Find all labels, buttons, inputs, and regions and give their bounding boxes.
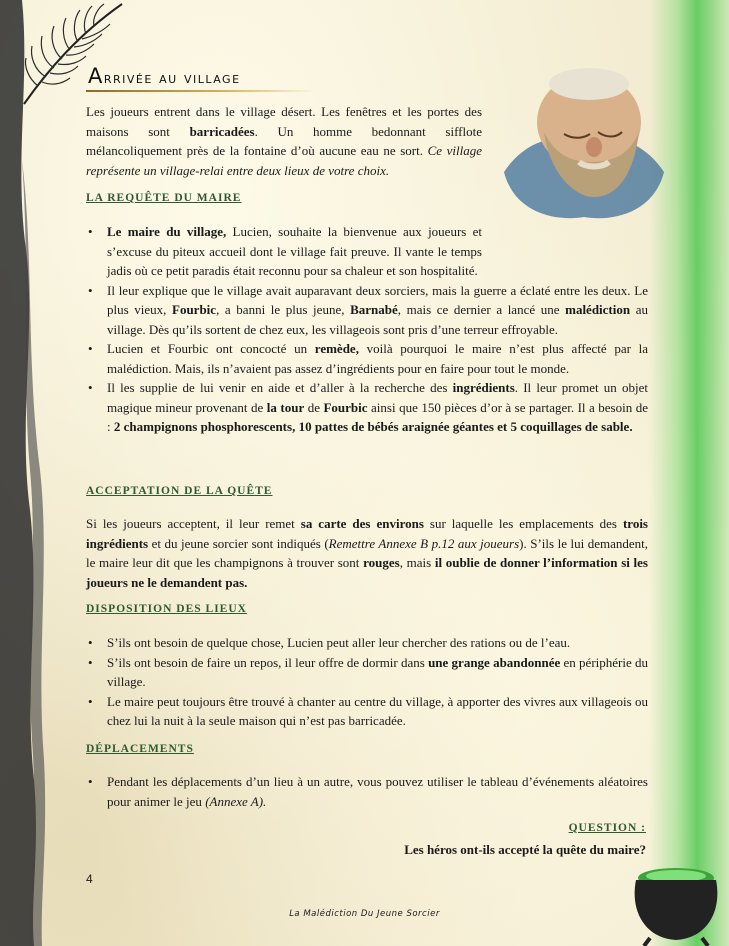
intro-italic: Ce village représente un village-relai entre deux lieux de votre choix.: [86, 143, 482, 178]
deplacements-list: [86, 772, 648, 811]
question-heading: QUESTION :: [568, 822, 646, 834]
list-item: • Il les supplie de lui venir en aide et d’aller à la recherche des ingrédients. Il leur promet un objet magique mineur provenant de la tour de Fourbic ainsi que 150 pièces d’or à se partager. Il a besoin de : 2 champignons phosphorescents, 10 pattes de bébés araignée géantes et 5 coquillages de sable.: [86, 378, 648, 437]
heading-requete: LA REQUÊTE DU MAIRE: [86, 192, 242, 204]
disposition-list: [86, 633, 648, 731]
list-item: • S’ils ont besoin de faire un repos, il leur offre de dormir dans une grange abandonnée en périphérie du village.: [86, 653, 648, 692]
list-item: • S’ils ont besoin de quelque chose, Lucien peut aller leur chercher des rations ou de l’eau.: [86, 633, 648, 653]
intro-bold: barricadées: [189, 123, 255, 139]
mayor-portrait: [494, 62, 669, 222]
quill-feather-icon: [18, 0, 128, 110]
page-title: Arrivée au village: [88, 64, 241, 88]
intro-paragraph: [86, 102, 482, 180]
list-item: • Pendant les déplacements d’un lieu à un autre, vous pouvez utiliser le tableau d’événements aléatoires pour animer le jeu (Annexe A).: [86, 772, 648, 811]
cauldron-icon: [626, 850, 726, 946]
list-item: • Le maire du village, Lucien, souhaite la bienvenue aux joueurs et s’excuse du piteux accueil dont le village fait preuve. Il vante le temps jadis où ce petit paradis était reconnu pour sa chaleur et son hospitalité.: [86, 222, 648, 281]
list-item: • Il leur explique que le village avait auparavant deux sorciers, mais la guerre a éclaté entre les deux. Le plus vieux, Fourbic, a banni le plus jeune, Barnabé, mais ce dernier a lancé une malédiction au village. Dès qu’ils sortent de chez eux, les villageois sont pris d’une terreur effroyable.: [86, 281, 648, 340]
ink-border-left: [0, 0, 60, 946]
title-underline: [86, 90, 316, 92]
heading-disposition: DISPOSITION DES LIEUX: [86, 603, 247, 615]
page-number: 4: [86, 872, 93, 886]
heading-acceptation: ACCEPTATION DE LA QUÊTE: [86, 485, 273, 497]
list-item: • Le maire peut toujours être trouvé à chanter au centre du village, à apporter des vivres aux villageois ou chez lui la nuit à la seule maison qui n’est pas barricadée.: [86, 692, 648, 731]
list-item: • Lucien et Fourbic ont concocté un remède, voilà pourquoi le maire n’est plus affecté par la malédiction. Mais, ils n’avaient pas assez d’ingrédients pour en faire pour tout le monde.: [86, 339, 648, 378]
intro-text-2: . Un homme bedonnant sifflote mélancoliquement près de la fontaine d’où aucune eau ne sort.: [86, 123, 482, 158]
page-footer: La Malédiction Du Jeune Sorcier: [289, 909, 440, 919]
requete-list: [86, 222, 648, 437]
heading-deplacements: DÉPLACEMENTS: [86, 743, 194, 755]
question-text: Les héros ont-ils accepté la quête du maire?: [404, 842, 646, 857]
intro-text: Les joueurs entrent dans le village désert. Les fenêtres et les portes des maisons sont: [86, 104, 482, 139]
acceptation-paragraph: Si les joueurs acceptent, il leur remet sa carte des environs sur laquelle les emplacements des trois ingrédients et du jeune sorcier sont indiqués (Remettre Annexe B p.12 aux joueurs). S’ils le lui demandent, le maire leur dit que les champignons à trouver sont rouges, mais il oublie de donner l’information si les joueurs ne le demandent pas.: [86, 516, 648, 590]
